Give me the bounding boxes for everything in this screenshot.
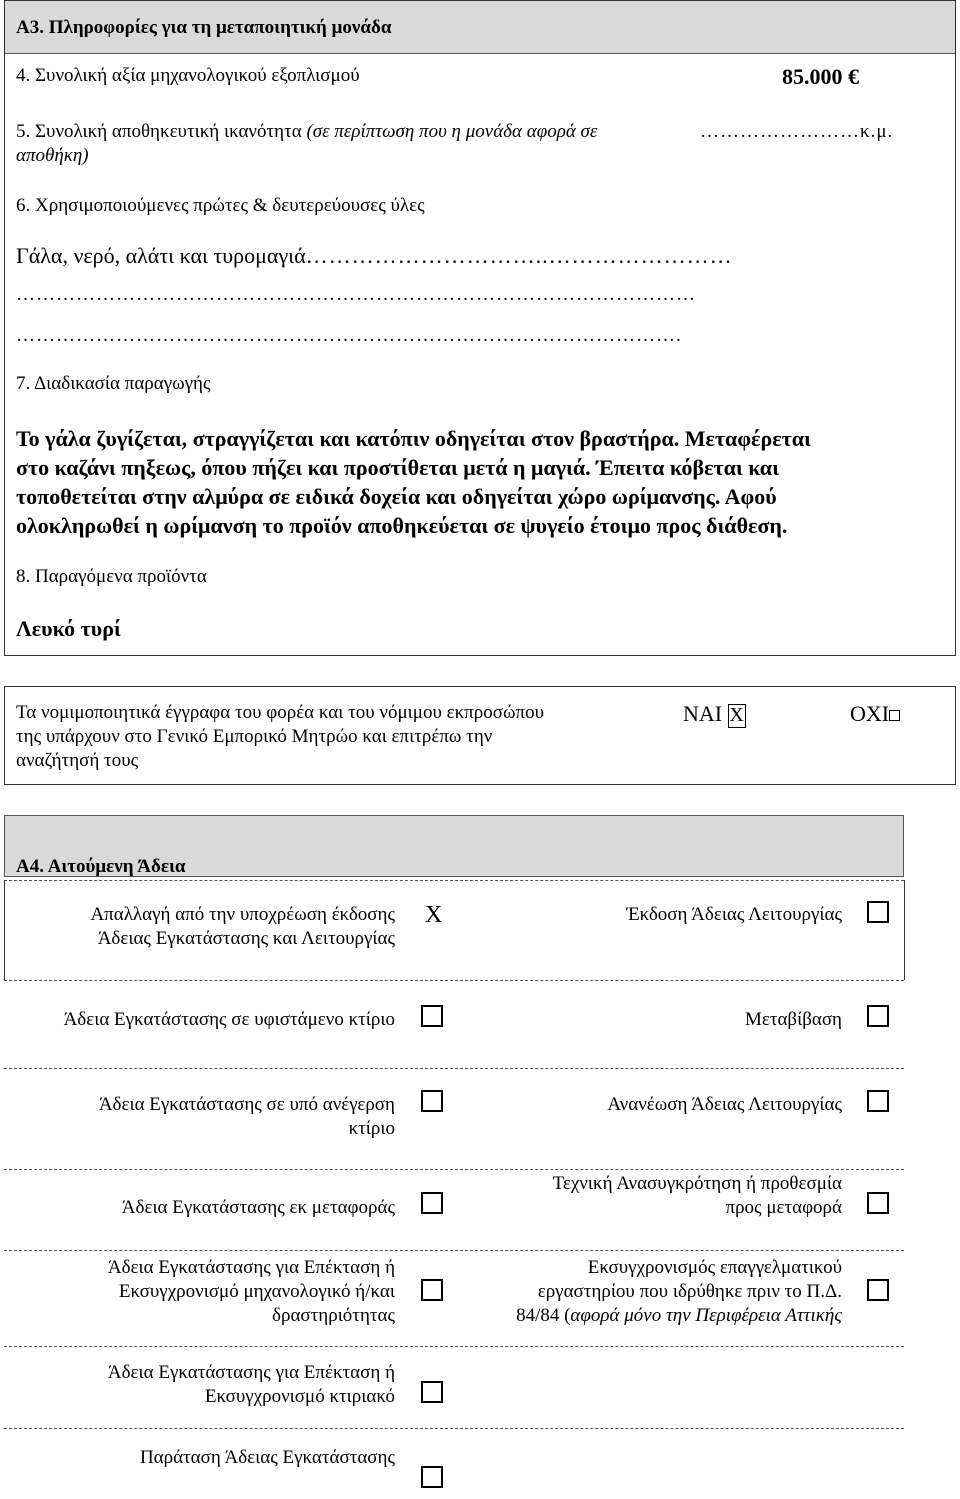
no-label: ΟΧΙ xyxy=(850,701,890,726)
license-option-existing-building: Άδεια Εγκατάστασης σε υφιστάμενο κτίριο xyxy=(63,1009,395,1030)
storage-capacity-label: 5. Συνολική αποθηκευτική ικανότητα (σε περίπτωση που η μονάδα αφορά σε xyxy=(16,121,598,142)
expansion-mechanical-checkbox[interactable] xyxy=(421,1279,443,1301)
table-divider xyxy=(4,1428,904,1429)
table-divider xyxy=(4,1068,904,1069)
equipment-value: 85.000 € xyxy=(782,64,859,89)
license-option-relocation: Άδεια Εγκατάστασης εκ μεταφοράς xyxy=(121,1197,395,1218)
table-border-left xyxy=(4,880,5,980)
production-process-line: στο καζάνι πηξεως, όπου πήζει και προστίθεται μετά η μαγιά. Έπειτα κόβεται και xyxy=(16,455,779,480)
production-process-line: τοποθετείται στην αλμύρα σε ειδικά δοχεία και οδηγείται χώρο ωρίμανσης. Αφού xyxy=(16,484,777,509)
equipment-value-label: 4. Συνολική αξία μηχανολογικού εξοπλισμού xyxy=(16,65,360,86)
storage-capacity-value: ……………………κ.μ. xyxy=(700,121,894,142)
extension-checkbox[interactable] xyxy=(421,1466,443,1488)
raw-materials-label: 6. Χρησιμοποιούμενες πρώτες & δευτερεύουσες ύλες xyxy=(16,195,425,216)
license-option-expansion-mechanical: Άδεια Εγκατάστασης για Επέκταση ή Εκσυγχρονισμό μηχανολογικό ή/και δραστηριότητας xyxy=(107,1257,395,1326)
existing-building-checkbox[interactable] xyxy=(421,1005,443,1027)
products-label: 8. Παραγόμενα προϊόντα xyxy=(16,566,207,587)
license-option-transfer: Μεταβίβαση xyxy=(744,1009,842,1030)
table-divider xyxy=(4,980,904,981)
license-option-extension: Παράταση Άδειας Εγκατάστασης xyxy=(139,1447,395,1468)
production-process-line: ολοκληρωθεί η ωρίμανση το προϊόν αποθηκεύεται σε ψυγείο έτοιμο προς διάθεση. xyxy=(16,513,788,538)
production-process-line: Το γάλα ζυγίζεται, στραγγίζεται και κατόπιν οδηγείται στον βραστήρα. Μεταφέρεται xyxy=(16,426,811,451)
yes-option[interactable] xyxy=(683,701,746,728)
operation-checkbox[interactable] xyxy=(867,901,889,923)
section-a3-title: Α3. Πληροφορίες για τη μεταποιητική μονάδα xyxy=(16,17,392,38)
expansion-building-checkbox[interactable] xyxy=(421,1381,443,1403)
legal-documents-text: Τα νομιμοποιητικά έγγραφα του φορέα και του νόμιμου εκπροσώπου xyxy=(16,702,545,723)
legal-documents-text: αναζήτησή τους xyxy=(16,750,139,771)
yes-label: ΝΑΙ xyxy=(683,701,723,726)
license-option-operation: Έκδοση Άδειας Λειτουργίας xyxy=(626,904,842,925)
table-border-right xyxy=(904,880,905,980)
renewal-checkbox[interactable] xyxy=(867,1090,889,1112)
raw-materials-dots-line: ………………………………………………………………………………………… xyxy=(16,284,696,305)
workshop-modernization-checkbox[interactable] xyxy=(867,1279,889,1301)
transfer-checkbox[interactable] xyxy=(867,1005,889,1027)
production-process-label: 7. Διαδικασία παραγωγής xyxy=(16,373,211,394)
section-a4-title: Α4. Αιτούμενη Άδεια xyxy=(16,856,186,877)
license-option-exemption: Απαλλαγή από την υποχρέωση έκδοσης Άδειας Εγκατάστασης και Λειτουργίας xyxy=(90,904,395,949)
raw-materials-dots-line: ………………………………………………………………………………………. xyxy=(16,325,682,346)
license-option-expansion-building: Άδεια Εγκατάστασης για Επέκταση ή Εκσυγχρονισμό κτιριακό xyxy=(107,1362,395,1407)
table-divider xyxy=(4,1250,904,1251)
legal-documents-text: της υπάρχουν στο Γενικό Εμπορικό Μητρώο και επιτρέπω την xyxy=(16,726,493,747)
no-option[interactable] xyxy=(850,701,900,727)
products-value: Λευκό τυρί xyxy=(16,616,121,641)
relocation-checkbox[interactable] xyxy=(421,1192,443,1214)
license-option-workshop-modernization: Εκσυγχρονισμός επαγγελματικού εργαστηρίου που ιδρύθηκε πριν το Π.Δ. 84/84 (αφορά μόνο την Περιφέρεια Αττικής xyxy=(516,1257,842,1326)
no-checkbox[interactable] xyxy=(889,710,900,721)
under-construction-checkbox[interactable] xyxy=(421,1090,443,1112)
table-divider xyxy=(4,1346,904,1347)
license-option-renewal: Ανανέωση Άδειας Λειτουργίας xyxy=(607,1094,842,1115)
table-divider xyxy=(4,880,904,881)
raw-materials-value: Γάλα, νερό, αλάτι και τυρομαγιά…………………………..…………………… xyxy=(16,243,733,268)
storage-capacity-label-cont: αποθήκη) xyxy=(16,145,89,166)
license-option-technical-reconstruction: Τεχνική Ανασυγκρότηση ή προθεσμία προς μεταφορά xyxy=(552,1173,842,1218)
table-divider xyxy=(4,1169,904,1170)
license-option-under-construction: Άδεια Εγκατάστασης σε υπό ανέγερση κτίριο xyxy=(98,1094,395,1139)
exemption-checkbox-mark[interactable]: X xyxy=(425,902,443,928)
technical-reconstruction-checkbox[interactable] xyxy=(867,1192,889,1214)
yes-checkbox[interactable]: X xyxy=(729,703,744,726)
